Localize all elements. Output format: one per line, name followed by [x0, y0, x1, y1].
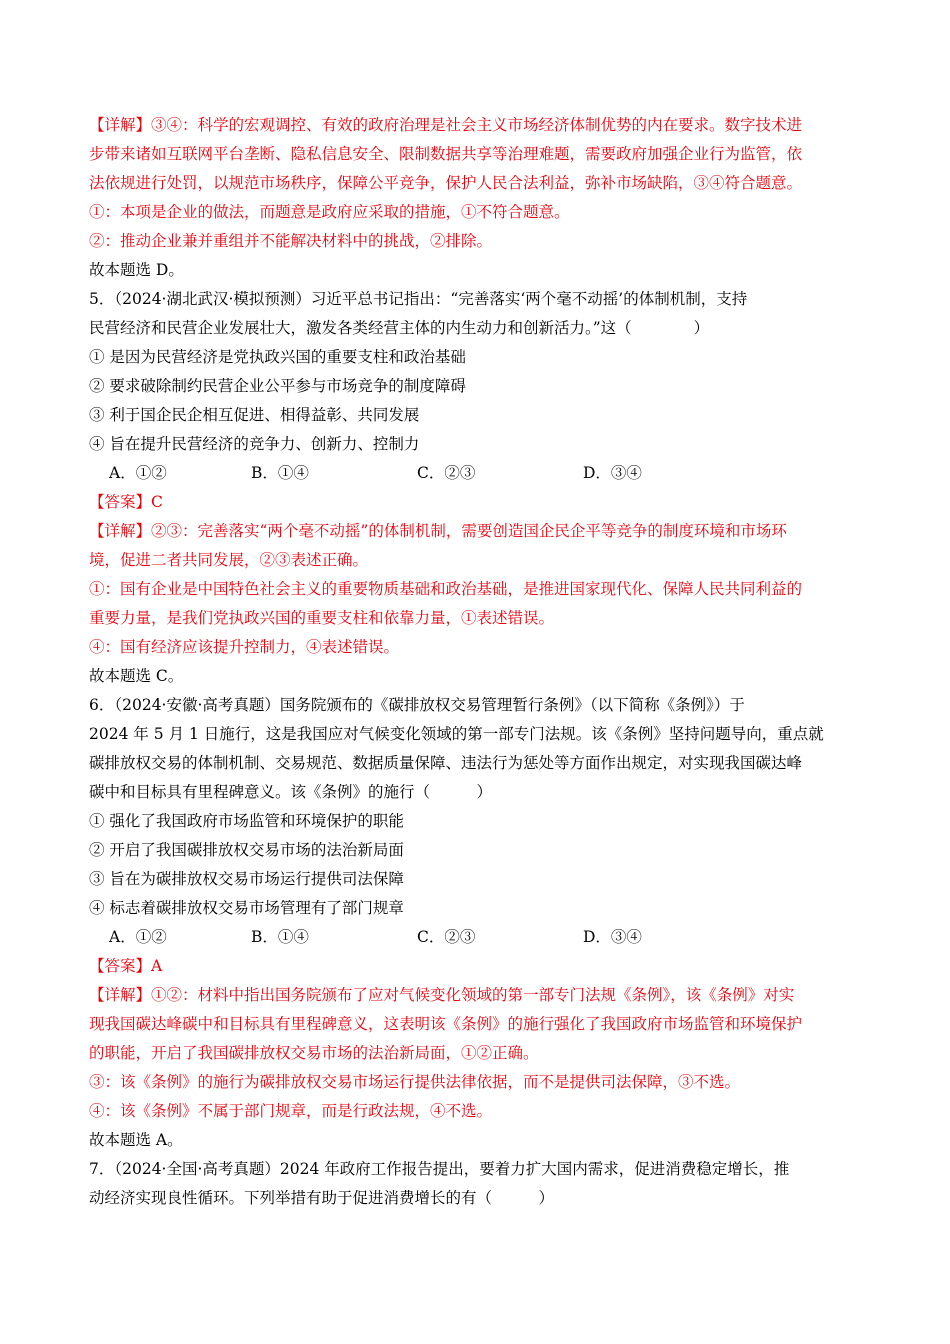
conclusion: 故本题选 D。 — [89, 261, 184, 279]
question-stem: 动经济实现良性循环。下列举措有助于促进消费增长的有（ ） — [89, 1189, 555, 1207]
question-stem: 民营经济和民营企业发展壮大，激发各类经营主体的内生动力和创新活力。”这（ ） — [89, 319, 710, 337]
option-item: ③ 利于国企民企相互促进、相得益彰、共同发展 — [89, 406, 420, 424]
question-7 — [89, 1155, 864, 1213]
answer-label: 【答案】C — [89, 493, 163, 511]
conclusion: 故本题选 C。 — [89, 667, 184, 685]
explanation-line: 【详解】①②：材料中指出国务院颁布了应对气候变化领域的第一部专门法规《条例》，该《条例》对实 — [89, 986, 795, 1004]
explanation-line: 【详解】②③：完善落实“两个毫不动摇”的体制机制，需要创造国企民企平等竞争的制度环境和市场环 — [89, 522, 787, 540]
explanation-line: ③：该《条例》的施行为碳排放权交易市场运行提供法律依据，而不是提供司法保障，③不选。 — [89, 1073, 741, 1091]
choice-c: C．②③ — [417, 464, 476, 482]
document-page — [89, 111, 864, 1213]
question-stem: 7．（2024·全国·高考真题）2024 年政府工作报告提出，要着力扩大国内需求，促进消费稳定增长，推 — [89, 1160, 790, 1178]
question-stem: 2024 年 5 月 1 日施行，这是我国应对气候变化领域的第一部专门法规。该《条例》坚持问题导向，重点就 — [89, 725, 824, 743]
option-item: ① 强化了我国政府市场监管和环境保护的职能 — [89, 812, 404, 830]
explanation-line: 重要力量，是我们党执政兴国的重要支柱和依靠力量，①表述错误。 — [89, 609, 555, 627]
choice-c: C．②③ — [417, 928, 476, 946]
explanation-line: ①：本项是企业的做法，而题意是政府应采取的措施，①不符合题意。 — [89, 203, 570, 221]
explanation-line: 【详解】③④：科学的宏观调控、有效的政府治理是社会主义市场经济体制优势的内在要求。数字技术进 — [89, 116, 803, 134]
explanation-line: 现我国碳达峰碳中和目标具有里程碑意义，这表明该《条例》的施行强化了我国政府市场监管和环境保护 — [89, 1015, 803, 1033]
choice-d: D．③④ — [583, 464, 642, 482]
choice-a: A．①② — [109, 464, 167, 482]
option-item: ④ 旨在提升民营经济的竞争力、创新力、控制力 — [89, 435, 420, 453]
choice-b: B．①④ — [251, 464, 309, 482]
option-item: ② 要求破除制约民营企业公平参与市场竞争的制度障碍 — [89, 377, 466, 395]
explanation-line: 法依规进行处罚，以规范市场秩序，保障公平竞争，保护人民合法利益，弥补市场缺陷，③④符合题意。 — [89, 174, 803, 192]
option-item: ④ 标志着碳排放权交易市场管理有了部门规章 — [89, 899, 404, 917]
option-item: ① 是因为民营经济是党执政兴国的重要支柱和政治基础 — [89, 348, 466, 366]
question-6 — [89, 691, 864, 1155]
conclusion: 故本题选 A。 — [89, 1131, 183, 1149]
explanation-line: ④：国有经济应该提升控制力，④表述错误。 — [89, 638, 400, 656]
question-stem: 碳中和目标具有里程碑意义。该《条例》的施行（ ） — [89, 783, 493, 801]
question-stem: 6．（2024·安徽·高考真题）国务院颁布的《碳排放权交易管理暂行条例》（以下简称《条例》）于 — [89, 696, 745, 714]
answer-label: 【答案】A — [89, 957, 163, 975]
answer-choices — [89, 459, 864, 488]
question-5 — [89, 285, 864, 691]
top-explanation — [89, 111, 864, 285]
choice-a: A．①② — [109, 928, 167, 946]
choice-b: B．①④ — [251, 928, 309, 946]
question-stem: 5．（2024·湖北武汉·模拟预测）习近平总书记指出：“完善落实‘两个毫不动摇’的体制机制，支持 — [89, 290, 748, 308]
option-item: ③ 旨在为碳排放权交易市场运行提供司法保障 — [89, 870, 404, 888]
explanation-line: 境，促进二者共同发展，②③表述正确。 — [89, 551, 369, 569]
explanation-line: 的职能，开启了我国碳排放权交易市场的法治新局面，①②正确。 — [89, 1044, 539, 1062]
explanation-line: ④：该《条例》不属于部门规章，而是行政法规，④不选。 — [89, 1102, 493, 1120]
choice-d: D．③④ — [583, 928, 642, 946]
option-item: ② 开启了我国碳排放权交易市场的法治新局面 — [89, 841, 404, 859]
answer-choices — [89, 923, 864, 952]
explanation-line: 步带来诸如互联网平台垄断、隐私信息安全、限制数据共享等治理难题，需要政府加强企业行为监管，依 — [89, 145, 803, 163]
explanation-line: ②：推动企业兼并重组并不能解决材料中的挑战，②排除。 — [89, 232, 493, 250]
question-stem: 碳排放权交易的体制机制、交易规范、数据质量保障、违法行为惩处等方面作出规定，对实现我国碳达峰 — [89, 754, 803, 772]
explanation-line: ①：国有企业是中国特色社会主义的重要物质基础和政治基础，是推进国家现代化、保障人民共同利益的 — [89, 580, 803, 598]
